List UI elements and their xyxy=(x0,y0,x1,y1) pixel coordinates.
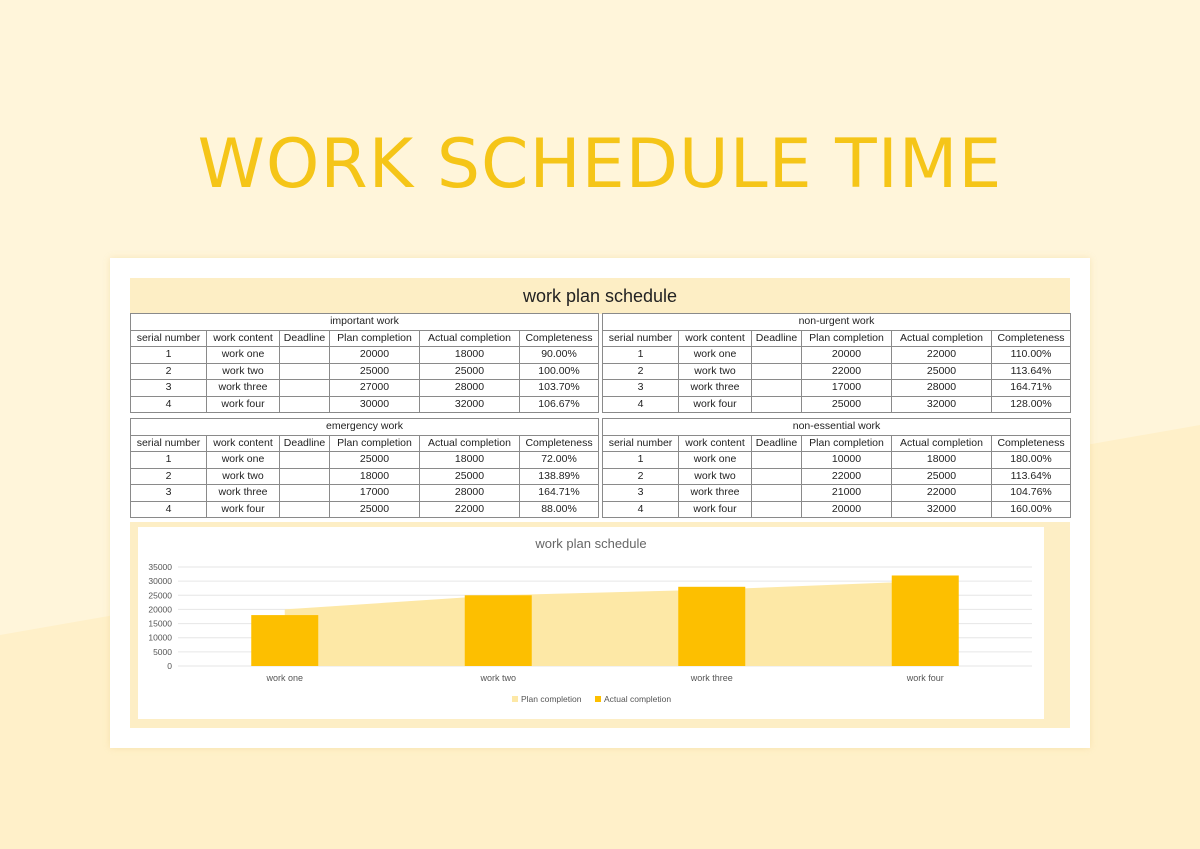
table-cell: 3 xyxy=(603,485,679,502)
legend-swatch xyxy=(512,696,518,702)
table-cell: 32000 xyxy=(420,396,520,413)
legend-label: Plan completion xyxy=(521,694,582,704)
legend-label: Actual completion xyxy=(604,694,672,704)
table-cell: 17000 xyxy=(802,380,892,397)
table-cell xyxy=(752,396,802,413)
table-cell: work three xyxy=(207,380,280,397)
table-cell: 3 xyxy=(603,380,679,397)
table-cell: 25000 xyxy=(330,452,420,469)
table-cell: 3 xyxy=(131,485,207,502)
table-cell: 30000 xyxy=(330,396,420,413)
table-row xyxy=(131,396,599,413)
table-header-row xyxy=(603,330,1071,347)
sheet-title: work plan schedule xyxy=(130,278,1070,314)
table-cell: 4 xyxy=(603,501,679,518)
table-cell: 25000 xyxy=(420,468,520,485)
table-cell xyxy=(280,452,330,469)
table-cell xyxy=(752,501,802,518)
table-cell xyxy=(280,347,330,364)
table-cell: work one xyxy=(679,452,752,469)
column-header: Completeness xyxy=(520,330,599,347)
table-cell: 32000 xyxy=(892,501,992,518)
table-cell xyxy=(280,501,330,518)
x-tick-label: work three xyxy=(690,673,733,683)
table-cell: 128.00% xyxy=(992,396,1071,413)
table-row xyxy=(131,501,599,518)
table-cell xyxy=(280,396,330,413)
table-cell: work three xyxy=(679,485,752,502)
table-cell: 28000 xyxy=(420,380,520,397)
table-cell: work one xyxy=(679,347,752,364)
column-header: Completeness xyxy=(520,435,599,452)
table-cell: 72.00% xyxy=(520,452,599,469)
table-cell: 4 xyxy=(131,396,207,413)
table-cell: 4 xyxy=(131,501,207,518)
column-header: serial number xyxy=(603,330,679,347)
column-header: work content xyxy=(679,435,752,452)
table-cell: work four xyxy=(679,396,752,413)
table-header-row xyxy=(603,435,1071,452)
table-cell: 1 xyxy=(603,347,679,364)
table-cell: 110.00% xyxy=(992,347,1071,364)
chart-title: work plan schedule xyxy=(535,536,647,551)
table-cell: 104.76% xyxy=(992,485,1071,502)
table-cell: 22000 xyxy=(420,501,520,518)
table-cell xyxy=(280,380,330,397)
table-cell: 88.00% xyxy=(520,501,599,518)
y-tick-label: 15000 xyxy=(148,618,172,629)
table-cell: work two xyxy=(207,468,280,485)
column-header: work content xyxy=(207,435,280,452)
y-tick-label: 30000 xyxy=(148,576,172,587)
column-header: Deadline xyxy=(752,435,802,452)
table-cell: 160.00% xyxy=(992,501,1071,518)
chart-svg xyxy=(138,527,1044,719)
table-cell: 100.00% xyxy=(520,363,599,380)
table-cell: 10000 xyxy=(802,452,892,469)
table-cell: work four xyxy=(207,396,280,413)
column-header: Completeness xyxy=(992,330,1071,347)
chart-area xyxy=(130,522,1070,728)
column-header: Actual completion xyxy=(892,435,992,452)
table-caption: non-urgent work xyxy=(603,314,1071,331)
y-tick-label: 0 xyxy=(167,661,172,671)
table-cell: 25000 xyxy=(802,396,892,413)
table-row xyxy=(603,501,1071,518)
table-cell: 20000 xyxy=(802,501,892,518)
table-cell: 2 xyxy=(131,468,207,485)
table-cell: 17000 xyxy=(330,485,420,502)
table-cell xyxy=(752,452,802,469)
table-cell: 28000 xyxy=(892,380,992,397)
table-cell xyxy=(752,380,802,397)
column-header: serial number xyxy=(131,435,207,452)
table-cell: 1 xyxy=(131,347,207,364)
table-header-row xyxy=(131,330,599,347)
table-cell xyxy=(280,363,330,380)
column-header: serial number xyxy=(603,435,679,452)
table-row xyxy=(603,485,1071,502)
table-cell: 1 xyxy=(603,452,679,469)
y-tick-label: 25000 xyxy=(148,590,172,601)
column-header: Actual completion xyxy=(420,435,520,452)
table-row xyxy=(603,452,1071,469)
table-cell: work two xyxy=(679,468,752,485)
table-cell: 4 xyxy=(603,396,679,413)
spreadsheet-card xyxy=(110,258,1090,748)
plan-completion-area xyxy=(285,581,926,666)
table-cell: 1 xyxy=(131,452,207,469)
table-cell: 113.64% xyxy=(992,468,1071,485)
table-cell: 90.00% xyxy=(520,347,599,364)
table-cell: 164.71% xyxy=(992,380,1071,397)
x-tick-label: work two xyxy=(480,673,517,683)
column-header: Plan completion xyxy=(330,435,420,452)
column-header: Completeness xyxy=(992,435,1071,452)
table-cell: 20000 xyxy=(330,347,420,364)
table-row xyxy=(603,363,1071,380)
actual-completion-bar xyxy=(465,595,532,666)
table-cell: 32000 xyxy=(892,396,992,413)
table-row xyxy=(603,347,1071,364)
y-tick-label: 5000 xyxy=(153,646,172,657)
table-row xyxy=(131,468,599,485)
table-cell: work one xyxy=(207,452,280,469)
column-header: Plan completion xyxy=(330,330,420,347)
table-row xyxy=(603,396,1071,413)
table-cell: 27000 xyxy=(330,380,420,397)
table-cell: 25000 xyxy=(330,363,420,380)
table-row xyxy=(131,452,599,469)
table-cell: work four xyxy=(207,501,280,518)
y-tick-label: 20000 xyxy=(148,604,172,615)
table-cell: 22000 xyxy=(802,363,892,380)
table-cell xyxy=(752,468,802,485)
table-cell: work four xyxy=(679,501,752,518)
actual-completion-bar xyxy=(251,615,318,666)
table-cell: 25000 xyxy=(330,501,420,518)
y-tick-label: 10000 xyxy=(148,632,172,643)
legend-swatch xyxy=(595,696,601,702)
table-cell: 25000 xyxy=(420,363,520,380)
table-cell: 18000 xyxy=(420,347,520,364)
page-title: WORK SCHEDULE TIME xyxy=(197,125,1003,204)
table-emergency-work xyxy=(130,418,599,518)
table-cell: 22000 xyxy=(892,347,992,364)
table-cell: 18000 xyxy=(892,452,992,469)
column-header: work content xyxy=(207,330,280,347)
actual-completion-bar xyxy=(892,575,959,666)
table-cell: 21000 xyxy=(802,485,892,502)
table-cell: 3 xyxy=(131,380,207,397)
table-row xyxy=(131,347,599,364)
table-important-work xyxy=(130,313,599,413)
table-cell: 28000 xyxy=(420,485,520,502)
table-non-urgent-work xyxy=(602,313,1071,413)
column-header: Actual completion xyxy=(420,330,520,347)
table-row xyxy=(603,380,1071,397)
x-tick-label: work one xyxy=(266,673,304,683)
table-cell: 20000 xyxy=(802,347,892,364)
table-cell: 25000 xyxy=(892,363,992,380)
x-tick-label: work four xyxy=(906,673,944,683)
table-caption: non-essential work xyxy=(603,419,1071,436)
table-cell: 180.00% xyxy=(992,452,1071,469)
table-row xyxy=(131,485,599,502)
column-header: Plan completion xyxy=(802,435,892,452)
table-row xyxy=(603,468,1071,485)
table-cell: work two xyxy=(207,363,280,380)
table-cell: work one xyxy=(207,347,280,364)
table-cell: work three xyxy=(679,380,752,397)
table-cell: work three xyxy=(207,485,280,502)
table-cell: 113.64% xyxy=(992,363,1071,380)
table-caption: emergency work xyxy=(131,419,599,436)
table-cell: 106.67% xyxy=(520,396,599,413)
table-row xyxy=(131,363,599,380)
table-cell: 103.70% xyxy=(520,380,599,397)
column-header: Deadline xyxy=(752,330,802,347)
table-cell: 164.71% xyxy=(520,485,599,502)
y-tick-label: 35000 xyxy=(148,562,172,572)
table-cell xyxy=(752,363,802,380)
table-cell xyxy=(280,468,330,485)
table-cell: 2 xyxy=(603,363,679,380)
table-cell: 18000 xyxy=(420,452,520,469)
table-non-essential-work xyxy=(602,418,1071,518)
column-header: Actual completion xyxy=(892,330,992,347)
table-row xyxy=(131,380,599,397)
actual-completion-bar xyxy=(678,587,745,666)
table-cell xyxy=(752,347,802,364)
table-cell: 22000 xyxy=(892,485,992,502)
chart xyxy=(138,527,1044,719)
table-cell: 2 xyxy=(603,468,679,485)
column-header: serial number xyxy=(131,330,207,347)
table-cell: 18000 xyxy=(330,468,420,485)
column-header: Plan completion xyxy=(802,330,892,347)
table-cell: 2 xyxy=(131,363,207,380)
column-header: Deadline xyxy=(280,435,330,452)
table-cell xyxy=(752,485,802,502)
table-cell: 22000 xyxy=(802,468,892,485)
table-cell xyxy=(280,485,330,502)
column-header: work content xyxy=(679,330,752,347)
table-cell: 138.89% xyxy=(520,468,599,485)
column-header: Deadline xyxy=(280,330,330,347)
table-caption: important work xyxy=(131,314,599,331)
table-header-row xyxy=(131,435,599,452)
table-cell: work two xyxy=(679,363,752,380)
table-cell: 25000 xyxy=(892,468,992,485)
